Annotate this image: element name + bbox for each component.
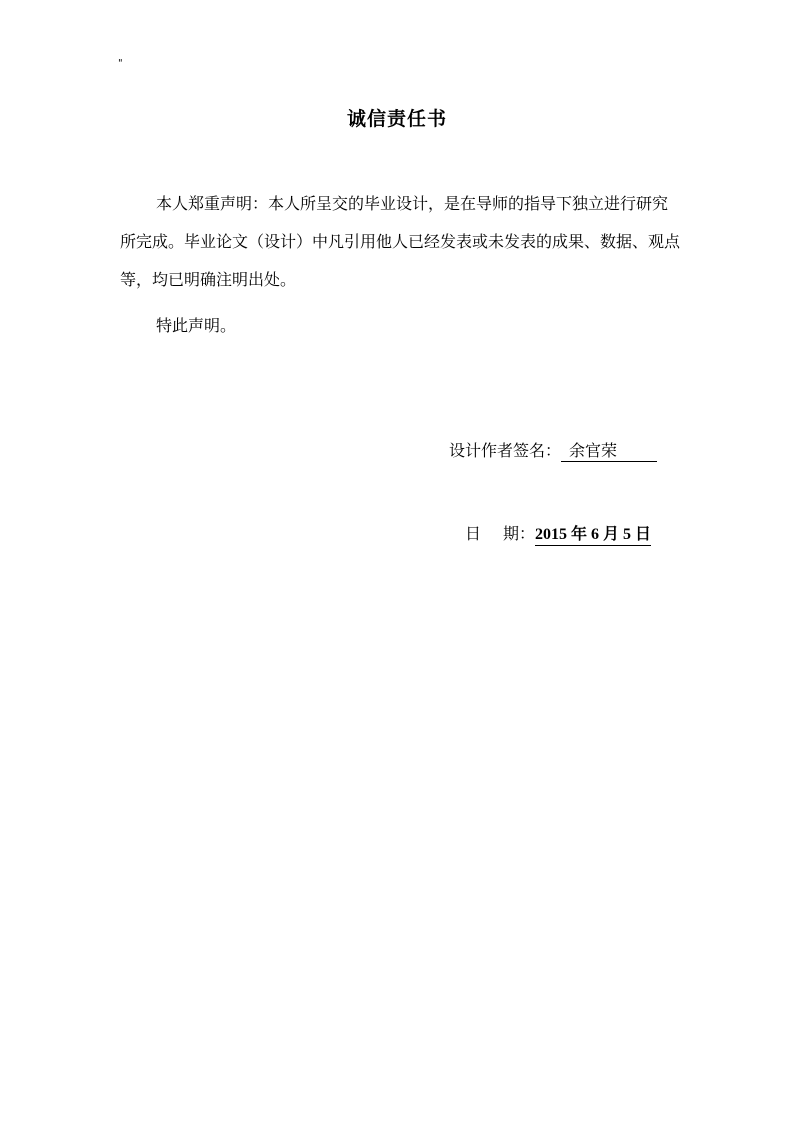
date-row (465, 520, 651, 548)
signature-row (449, 437, 657, 465)
date-label-first: 日 (465, 524, 504, 543)
date-label-second: 期： (503, 524, 536, 543)
declaration-closing: 特此声明。 (156, 316, 237, 335)
date-value: 2015 年 6 月 5 日 (535, 525, 651, 546)
signature-label: 设计作者签名： (449, 441, 562, 460)
declaration-paragraph: 本人郑重声明：本人所呈交的毕业设计，是在导师的指导下独立进行研究所完成。毕业论文（设计）中凡引用他人已经发表或未发表的成果、数据、观点等，均已明确注明出处。 (120, 194, 681, 289)
document-title: 诚信责任书 (346, 108, 447, 130)
signature-value: 余官荣 (561, 441, 657, 462)
corner-mark: " (118, 58, 123, 69)
